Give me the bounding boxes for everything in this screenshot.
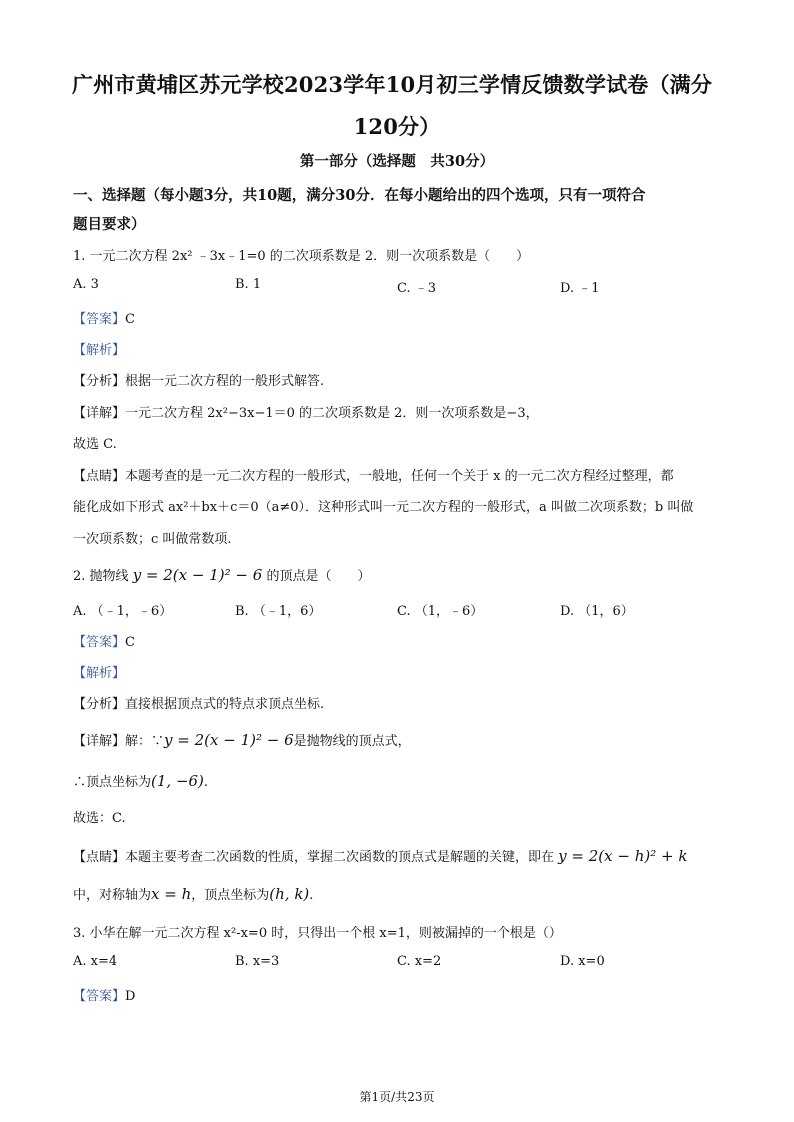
q1-option-a: A. 3 xyxy=(73,277,99,292)
q1-answer-value: C xyxy=(125,312,135,327)
q1-analysis-label: 【解析】 xyxy=(73,343,126,358)
q1-comment-line2: 能化成如下形式 ax²＋bx＋c＝0（a≠0）．这种形式叫一元二次方程的一般形式，a 叫做二次项系数；b 叫做 xyxy=(73,500,694,515)
q1-detail xyxy=(73,402,539,421)
q2-comment-line1 xyxy=(73,846,687,865)
q1-stem: 1. 一元二次方程 2x² ﹣3x﹣1=0 的二次项系数是 2．则一次项系数是（ ） xyxy=(73,249,530,264)
q2-comment2-formula1: x = h xyxy=(151,885,192,903)
q1-comment-text1: 本题考查的是一元二次方程的一般形式，一般地，任何一个关于 x 的一元二次方程经过整理，都 xyxy=(125,469,674,484)
comment-label: 【点睛】 xyxy=(73,850,126,865)
q3-stem: 3. 小华在解一元二次方程 x²-x=0 时，只得出一个根 x=1，则被漏掉的一个根是（） xyxy=(73,926,562,941)
q2-comment2-mid: ，顶点坐标为 xyxy=(191,888,270,903)
q1-option-b: B. 1 xyxy=(235,277,262,292)
comment-label: 【点睛】 xyxy=(73,469,126,484)
q3-answer-value: D xyxy=(125,989,136,1004)
q2-detail-formula: y = 2(x − 1)² − 6 xyxy=(164,731,294,749)
q2-stem xyxy=(73,565,370,584)
fenxi-label: 【分析】 xyxy=(73,374,126,389)
q3-option-c: C. x=2 xyxy=(397,954,442,969)
q2-option-b: B. （﹣1，6） xyxy=(235,604,322,619)
q1-comment-line1 xyxy=(73,465,674,484)
part-heading: 第一部分（选择题 共30分） xyxy=(299,153,495,170)
q2-therefore-formula: (1, −6) xyxy=(151,772,204,790)
q2-comment2-formula2: (h, k) xyxy=(269,885,310,903)
q2-detail xyxy=(73,730,411,749)
q2-stem-suffix: 的顶点是（ ） xyxy=(266,569,371,584)
section-heading-line2: 题目要求） xyxy=(73,216,146,233)
q3-option-b: B. x=3 xyxy=(235,954,280,969)
q3-option-d: D. x=0 xyxy=(560,954,605,969)
q3-option-a: A. x=4 xyxy=(73,954,118,969)
q2-therefore-prefix: ∴顶点坐标为 xyxy=(73,775,152,790)
q2-detail-prefix: 解：∵ xyxy=(125,734,165,749)
q1-fenxi xyxy=(73,370,324,389)
q2-option-a: A. （﹣1，﹣6） xyxy=(73,604,173,619)
q1-option-c: C. ﹣3 xyxy=(397,281,437,296)
q2-therefore xyxy=(73,771,208,790)
q1-option-d: D. ﹣1 xyxy=(560,281,600,296)
q1-detail-text: 一元二次方程 2x²−3x−1＝0 的二次项系数是 2．则一次项系数是−3， xyxy=(125,406,539,421)
q2-stem-prefix: 2. 抛物线 xyxy=(73,569,129,584)
q1-answer xyxy=(73,308,135,327)
section-heading-line1: 一、选择题（每小题3分，共10题，满分30分．在每小题给出的四个选项，只有一项符合 xyxy=(73,187,646,204)
q2-comment-formula: y = 2(x − h)² + k xyxy=(558,847,688,865)
q2-option-d: D. （1，6） xyxy=(560,604,634,619)
q2-option-c: C. （1，﹣6） xyxy=(397,604,484,619)
q2-conclusion: 故选：C. xyxy=(73,811,126,826)
q1-conclusion: 故选 C. xyxy=(73,437,117,452)
q2-stem-formula: y = 2(x − 1)² − 6 xyxy=(132,566,263,584)
answer-label: 【答案】 xyxy=(73,312,126,327)
q2-answer-value: C xyxy=(125,635,135,650)
detail-label: 【详解】 xyxy=(73,406,126,421)
q1-comment-line3: 一次项系数；c 叫做常数项. xyxy=(73,532,232,547)
answer-label: 【答案】 xyxy=(73,989,126,1004)
page-number: 第1页/共23页 xyxy=(359,1090,435,1104)
page-title-line2: 120分） xyxy=(353,114,441,139)
q2-fenxi-text: 直接根据顶点式的特点求顶点坐标. xyxy=(125,697,325,712)
q2-therefore-suffix: . xyxy=(203,775,209,790)
detail-label: 【详解】 xyxy=(73,734,126,749)
q2-analysis-label: 【解析】 xyxy=(73,666,126,681)
q1-fenxi-text: 根据一元二次方程的一般形式解答. xyxy=(125,374,325,389)
page-title-line1: 广州市黄埔区苏元学校2023学年10月初三学情反馈数学试卷（满分 xyxy=(72,72,713,97)
q2-fenxi xyxy=(73,693,324,712)
q2-comment-line2 xyxy=(73,884,313,903)
q2-comment-text: 本题主要考查二次函数的性质，掌握二次函数的顶点式是解题的关键，即在 xyxy=(125,850,555,865)
answer-label: 【答案】 xyxy=(73,635,126,650)
q2-answer xyxy=(73,631,135,650)
q3-answer xyxy=(73,985,135,1004)
q2-comment2-prefix: 中，对称轴为 xyxy=(73,888,152,903)
q2-detail-suffix: 是抛物线的顶点式， xyxy=(293,734,411,749)
q2-comment2-suffix: . xyxy=(309,888,314,903)
fenxi-label: 【分析】 xyxy=(73,697,126,712)
